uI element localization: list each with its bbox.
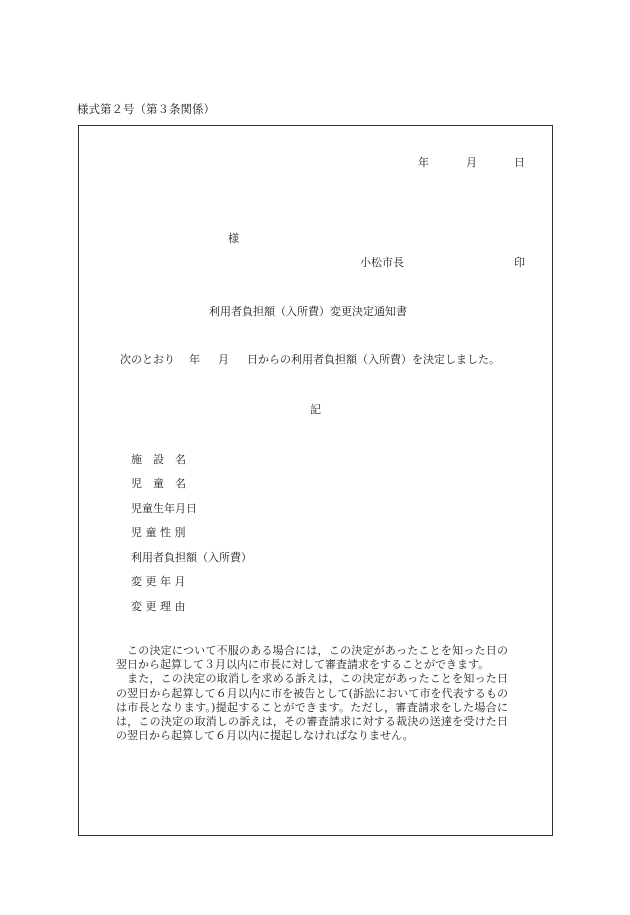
appeal-notice	[116, 644, 508, 743]
item-child-gender: 児 童 性 別	[131, 526, 186, 539]
document-title: 利用者負担額（入所費）変更決定通知書	[209, 305, 407, 318]
ki-heading: 記	[310, 403, 321, 416]
intro-year: 年	[189, 353, 200, 366]
issuer-name: 小松市長	[360, 256, 404, 269]
intro-month: 月	[218, 353, 229, 366]
date-month-label: 月	[466, 156, 477, 169]
intro-suffix: 日からの利用者負担額（入所費）を決定しました。	[247, 353, 500, 366]
item-user-charge: 利用者負担額（入所費）	[131, 551, 252, 564]
seal-mark: 印	[514, 256, 525, 269]
item-change-month: 変 更 年 月	[131, 575, 186, 588]
item-change-reason: 変 更 理 由	[131, 600, 186, 613]
notice-paragraph: また，この決定の取消しを求める訴えは，この決定があったことを知った日の翌日から起算して６月以内に市を被告として(訴訟において市を代表するものは市長となります。)提起することができます。ただし，審査請求をした場合には，この決定の取消しの訴えは，その審査請求に対する裁決の送達を受けた日の翌日から起算して６月以内に提起しなければなりません。	[116, 672, 508, 743]
item-facility-name: 施 設 名	[131, 453, 186, 466]
form-label: 様式第２号（第３条関係）	[77, 102, 215, 116]
item-child-birthdate: 児童生年月日	[131, 502, 197, 515]
intro-prefix: 次のとおり	[120, 353, 175, 366]
notice-paragraph: この決定について不服のある場合には，この決定があったことを知った日の翌日から起算して３月以内に市長に対して審査請求をすることができます。	[116, 644, 508, 672]
item-child-name: 児 童 名	[131, 477, 186, 490]
intro-sentence	[120, 354, 500, 365]
date-year-label: 年	[418, 156, 429, 169]
date-day-label: 日	[514, 156, 525, 169]
addressee-suffix: 様	[228, 232, 239, 245]
